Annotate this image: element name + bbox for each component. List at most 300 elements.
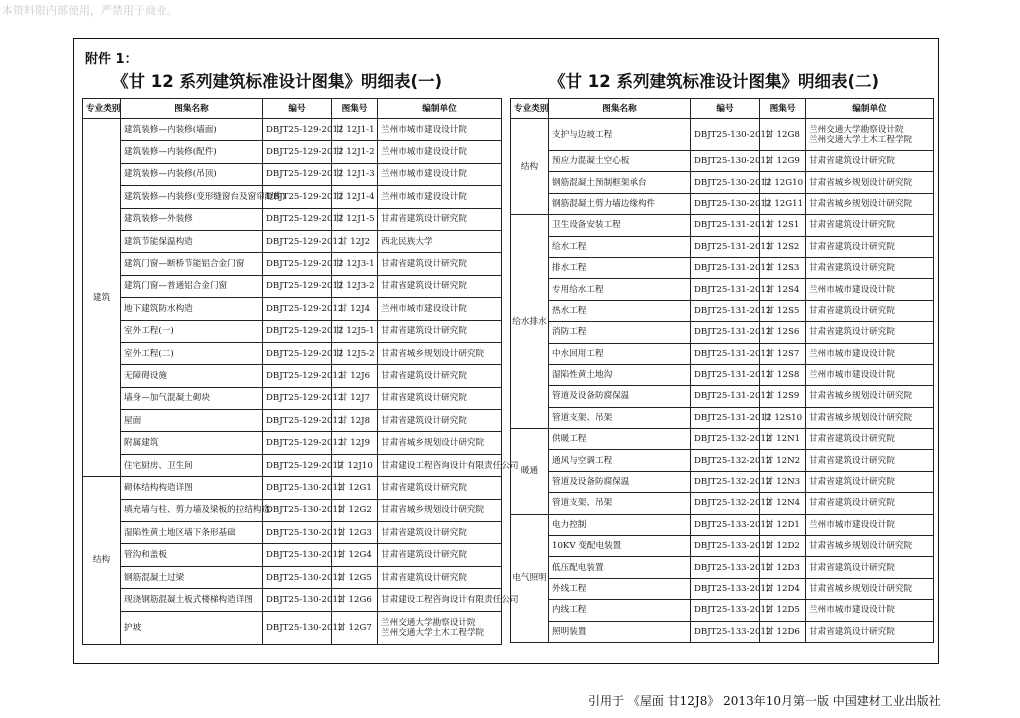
organization-name: 甘肃省城乡规划设计研究院 (809, 541, 913, 552)
organization-cell (806, 621, 934, 642)
code-cell: DBJT25-130-2012 (263, 544, 332, 566)
atlas-number-cell: 甘 12S4 (760, 279, 806, 300)
table-row (511, 578, 934, 599)
table-row (511, 236, 934, 257)
atlas-number-cell: 甘 12G4 (332, 544, 378, 566)
table-row (83, 544, 502, 566)
atlas-number-cell: 甘 12J10 (332, 454, 378, 476)
organization-name: 兰州交通大学土木工程学院 (809, 134, 913, 145)
table-row (511, 279, 934, 300)
table-row (83, 410, 502, 432)
organization-name: 兰州市城市建设设计院 (809, 348, 895, 359)
code-cell: DBJT25-130-2012 (263, 477, 332, 499)
code-cell: DBJT25-130-2012 (263, 611, 332, 644)
code-cell: DBJT25-129-2012 (263, 298, 332, 320)
organization-cell (378, 454, 519, 476)
atlas-number-cell: 甘 12J5-2 (332, 342, 378, 364)
table-row (511, 119, 934, 151)
organization-name: 甘肃省建筑设计研究院 (809, 241, 895, 252)
organization-name: 兰州市城市建设设计院 (381, 147, 467, 158)
atlas-name-cell: 照明装置 (549, 621, 691, 642)
organization-cell (378, 611, 502, 644)
table2 (510, 98, 934, 643)
code-cell: DBJT25-131-2012 (691, 300, 760, 321)
code-cell: DBJT25-130-2012 (263, 566, 332, 588)
code-cell: DBJT25-129-2012 (263, 454, 332, 476)
code-cell: DBJT25-129-2012 (263, 387, 332, 409)
atlas-name-cell: 砌体结构构造详图 (121, 477, 263, 499)
table2-title: 《甘 12 系列建筑标准设计图集》明细表(二) (549, 72, 880, 91)
organization-name: 兰州市城市建设设计院 (381, 303, 467, 314)
organization-name: 兰州市城市建设设计院 (809, 605, 895, 616)
atlas-name-cell: 10KV 变配电装置 (549, 536, 691, 557)
organization-name: 兰州市城市建设设计院 (809, 519, 895, 530)
organization-name: 甘肃省城乡规划设计研究院 (809, 584, 913, 594)
organization-cell (806, 450, 934, 471)
code-cell: DBJT25-130-2012 (691, 193, 760, 214)
atlas-number-cell: 甘 12D3 (760, 557, 806, 578)
table-row (511, 386, 934, 407)
atlas-number-cell: 甘 12D6 (760, 621, 806, 642)
code-cell: DBJT25-129-2012 (263, 230, 332, 252)
table1-header-row (83, 99, 502, 119)
table1-title: 《甘 12 系列建筑标准设计图集》明细表(一) (112, 72, 443, 91)
organization-cell (806, 193, 934, 214)
atlas-number-cell: 甘 12G7 (332, 611, 378, 644)
organization-cell (378, 186, 502, 208)
table-row (83, 275, 502, 297)
atlas-name-cell: 预应力混凝土空心板 (549, 151, 691, 172)
category-cell: 结构 (83, 477, 121, 644)
table-row (83, 589, 502, 611)
organization-cell (378, 387, 502, 409)
atlas-name-cell: 管道及设备防腐保温 (549, 386, 691, 407)
organization-cell (378, 477, 502, 499)
atlas-name-cell: 填充墙与柱、剪力墙及梁板的拉结构造 (121, 499, 263, 521)
organization-name: 兰州市城市建设设计院 (381, 169, 467, 180)
table-row (511, 471, 934, 492)
atlas-number-cell: 甘 12J1-5 (332, 208, 378, 230)
organization-name: 甘肃省建筑设计研究院 (809, 455, 895, 466)
table1 (82, 98, 519, 645)
organization-name: 甘肃建设工程咨询设计有限责任公司 (381, 594, 519, 605)
organization-name: 甘肃省建筑设计研究院 (381, 415, 467, 426)
table2-header-row (511, 99, 934, 119)
organization-name: 甘肃省城乡规划设计研究院 (809, 412, 913, 423)
organization-cell (806, 386, 934, 407)
atlas-number-cell: 甘 12S7 (760, 343, 806, 364)
atlas-number-cell: 甘 12S10 (760, 407, 806, 428)
atlas-number-cell: 甘 12G2 (332, 499, 378, 521)
table-row (511, 151, 934, 172)
atlas-name-cell: 建筑装修—内装修(吊顶) (121, 163, 263, 185)
atlas-name-cell: 屋面 (121, 410, 263, 432)
atlas-name-cell: 建筑装修—内装修(变形缝窗台及窗帘配件) (121, 186, 263, 208)
atlas-number-cell: 甘 12S5 (760, 300, 806, 321)
organization-name: 甘肃省城乡规划设计研究院 (809, 177, 913, 188)
code-cell: DBJT25-131-2012 (691, 322, 760, 343)
atlas-number-cell: 甘 12S1 (760, 215, 806, 236)
atlas-number-cell: 甘 12G8 (760, 119, 806, 151)
atlas-number-cell: 甘 12J1-1 (332, 119, 378, 141)
atlas-name-cell: 建筑装修—内装修(配件) (121, 141, 263, 163)
code-cell: DBJT25-131-2012 (691, 215, 760, 236)
table-row (83, 186, 502, 208)
column-header: 编号 (263, 99, 332, 119)
organization-cell (806, 119, 934, 151)
atlas-name-cell: 建筑节能保温构造 (121, 230, 263, 252)
organization-name: 兰州市城市建设设计院 (809, 370, 895, 381)
table-row (83, 499, 502, 521)
organization-name: 甘肃省建筑设计研究院 (809, 156, 895, 167)
table-row (511, 364, 934, 385)
atlas-number-cell: 甘 12J6 (332, 365, 378, 387)
organization-cell (806, 343, 934, 364)
organization-cell (806, 300, 934, 321)
organization-name: 甘肃省建筑设计研究院 (809, 263, 895, 274)
code-cell: DBJT25-129-2012 (263, 163, 332, 185)
organization-name: 兰州市城市建设设计院 (381, 124, 467, 135)
table-row (83, 387, 502, 409)
column-header: 专业类别 (83, 99, 121, 119)
organization-cell (378, 342, 502, 364)
organization-name: 甘肃省建筑设计研究院 (809, 498, 895, 509)
atlas-number-cell: 甘 12J3-1 (332, 253, 378, 275)
atlas-number-cell: 甘 12N4 (760, 493, 806, 514)
organization-name: 甘肃省建筑设计研究院 (381, 572, 467, 583)
atlas-number-cell: 甘 12G11 (760, 193, 806, 214)
atlas-name-cell: 湿陷性黄土地沟 (549, 364, 691, 385)
code-cell: DBJT25-133-2012 (691, 600, 760, 621)
table-row (83, 342, 502, 364)
atlas-number-cell: 甘 12J1-4 (332, 186, 378, 208)
organization-cell (378, 365, 502, 387)
organization-name: 甘肃省建筑设计研究院 (381, 281, 467, 292)
organization-cell (806, 172, 934, 193)
organization-name: 甘肃省建筑设计研究院 (809, 562, 895, 573)
organization-name: 甘肃省建筑设计研究院 (809, 434, 895, 445)
organization-cell (806, 279, 934, 300)
atlas-number-cell: 甘 12G3 (332, 522, 378, 544)
organization-name: 甘肃省建筑设计研究院 (809, 220, 895, 231)
atlas-name-cell: 室外工程(二) (121, 342, 263, 364)
table-row (511, 322, 934, 343)
organization-cell (378, 208, 502, 230)
organization-name: 兰州市城市建设设计院 (381, 191, 467, 202)
organization-cell (378, 566, 502, 588)
atlas-number-cell: 甘 12S2 (760, 236, 806, 257)
table-row (83, 477, 502, 499)
organization-name: 甘肃省建筑设计研究院 (809, 626, 895, 637)
table-row (511, 514, 934, 535)
table-row (83, 119, 502, 141)
organization-cell (378, 298, 502, 320)
organization-name: 兰州交通大学勘察设计院 (809, 124, 904, 135)
table-row (511, 600, 934, 621)
annex-label: 附件 1： (85, 52, 138, 67)
organization-cell (806, 493, 934, 514)
atlas-number-cell: 甘 12J4 (332, 298, 378, 320)
atlas-name-cell: 现浇钢筋混凝土板式楼梯构造详图 (121, 589, 263, 611)
organization-cell (378, 275, 502, 297)
atlas-number-cell: 甘 12J8 (332, 410, 378, 432)
organization-cell (378, 522, 502, 544)
atlas-name-cell: 管沟和盖板 (121, 544, 263, 566)
code-cell: DBJT25-129-2012 (263, 186, 332, 208)
organization-cell (806, 600, 934, 621)
atlas-number-cell: 甘 12N2 (760, 450, 806, 471)
column-header: 图集名称 (121, 99, 263, 119)
atlas-name-cell: 附属建筑 (121, 432, 263, 454)
atlas-number-cell: 甘 12G5 (332, 566, 378, 588)
organization-cell (806, 578, 934, 599)
organization-name: 甘肃省建筑设计研究院 (381, 482, 467, 493)
code-cell: DBJT25-133-2012 (691, 514, 760, 535)
organization-name: 甘肃省建筑设计研究院 (381, 550, 467, 561)
table-row (511, 172, 934, 193)
code-cell: DBJT25-131-2012 (691, 386, 760, 407)
category-cell: 结构 (511, 119, 549, 215)
table-row (511, 193, 934, 214)
organization-cell (378, 544, 502, 566)
organization-name: 甘肃省城乡规划设计研究院 (381, 505, 485, 516)
organization-name: 甘肃建设工程咨询设计有限责任公司 (381, 460, 519, 471)
atlas-name-cell: 护坡 (121, 611, 263, 644)
table-row (83, 163, 502, 185)
atlas-number-cell: 甘 12D1 (760, 514, 806, 535)
category-cell: 电气照明 (511, 514, 549, 642)
atlas-name-cell: 建筑装修—外装修 (121, 208, 263, 230)
organization-cell (806, 364, 934, 385)
organization-name: 甘肃省建筑设计研究院 (381, 370, 467, 381)
atlas-name-cell: 中水回用工程 (549, 343, 691, 364)
organization-cell (806, 471, 934, 492)
code-cell: DBJT25-129-2012 (263, 342, 332, 364)
atlas-number-cell: 甘 12D2 (760, 536, 806, 557)
code-cell: DBJT25-131-2012 (691, 279, 760, 300)
atlas-name-cell: 湿陷性黄土地区墙下条形基础 (121, 522, 263, 544)
table-row (83, 522, 502, 544)
atlas-number-cell: 甘 12J2 (332, 230, 378, 252)
code-cell: DBJT25-131-2012 (691, 407, 760, 428)
code-cell: DBJT25-132-2012 (691, 493, 760, 514)
code-cell: DBJT25-133-2012 (691, 621, 760, 642)
atlas-name-cell: 墙身—加气混凝土砌块 (121, 387, 263, 409)
table-row (83, 432, 502, 454)
organization-name: 甘肃省城乡规划设计研究院 (809, 198, 913, 209)
atlas-number-cell: 甘 12N1 (760, 429, 806, 450)
atlas-number-cell: 甘 12G1 (332, 477, 378, 499)
atlas-name-cell: 低压配电装置 (549, 557, 691, 578)
atlas-number-cell: 甘 12J3-2 (332, 275, 378, 297)
organization-name: 西北民族大学 (381, 236, 433, 247)
code-cell: DBJT25-130-2012 (263, 589, 332, 611)
code-cell: DBJT25-130-2012 (263, 499, 332, 521)
code-cell: DBJT25-129-2012 (263, 208, 332, 230)
column-header: 图集名称 (549, 99, 691, 119)
atlas-number-cell: 甘 12J1-2 (332, 141, 378, 163)
atlas-name-cell: 热水工程 (549, 300, 691, 321)
table-row (83, 298, 502, 320)
code-cell: DBJT25-129-2012 (263, 410, 332, 432)
atlas-name-cell: 排水工程 (549, 257, 691, 278)
atlas-number-cell: 甘 12S6 (760, 322, 806, 343)
atlas-number-cell: 甘 12J7 (332, 387, 378, 409)
category-cell: 给水排水 (511, 215, 549, 429)
code-cell: DBJT25-133-2012 (691, 536, 760, 557)
organization-cell (806, 429, 934, 450)
code-cell: DBJT25-132-2012 (691, 450, 760, 471)
organization-name: 甘肃省建筑设计研究院 (381, 527, 467, 538)
table-row (83, 566, 502, 588)
column-header: 编号 (691, 99, 760, 119)
atlas-name-cell: 专用给水工程 (549, 279, 691, 300)
code-cell: DBJT25-131-2012 (691, 236, 760, 257)
atlas-name-cell: 住宅厨房、卫生间 (121, 454, 263, 476)
atlas-name-cell: 无障碍设施 (121, 365, 263, 387)
organization-cell (806, 557, 934, 578)
organization-cell (378, 163, 502, 185)
column-header: 编制单位 (378, 99, 502, 119)
column-header: 专业类别 (511, 99, 549, 119)
organization-name: 甘肃省建筑设计研究院 (381, 259, 467, 270)
table-row (83, 454, 502, 476)
atlas-name-cell: 建筑门窗—断桥节能铝合金门窗 (121, 253, 263, 275)
table-row (511, 557, 934, 578)
atlas-name-cell: 支护与边坡工程 (549, 119, 691, 151)
organization-name: 甘肃省建筑设计研究院 (381, 326, 467, 337)
code-cell: DBJT25-131-2012 (691, 343, 760, 364)
organization-cell (806, 536, 934, 557)
atlas-number-cell: 甘 12G10 (760, 172, 806, 193)
table-row (511, 407, 934, 428)
organization-name: 甘肃省建筑设计研究院 (381, 393, 467, 404)
organization-cell (378, 320, 502, 342)
code-cell: DBJT25-129-2012 (263, 119, 332, 141)
atlas-name-cell: 通风与空调工程 (549, 450, 691, 471)
atlas-number-cell: 甘 12J5-1 (332, 320, 378, 342)
code-cell: DBJT25-129-2012 (263, 275, 332, 297)
organization-cell (378, 499, 502, 521)
organization-cell (378, 432, 502, 454)
organization-name: 甘肃省城乡规划设计研究院 (809, 391, 913, 402)
table-row (83, 253, 502, 275)
table-row (511, 215, 934, 236)
atlas-name-cell: 管道及设备防腐保温 (549, 471, 691, 492)
code-cell: DBJT25-132-2012 (691, 429, 760, 450)
category-cell: 暖通 (511, 429, 549, 515)
atlas-name-cell: 建筑装修—内装修(墙面) (121, 119, 263, 141)
code-cell: DBJT25-131-2012 (691, 364, 760, 385)
atlas-name-cell: 室外工程(一) (121, 320, 263, 342)
category-cell: 建筑 (83, 119, 121, 477)
organization-name: 甘肃省建筑设计研究院 (809, 477, 895, 488)
atlas-number-cell: 甘 12J9 (332, 432, 378, 454)
code-cell: DBJT25-133-2012 (691, 557, 760, 578)
atlas-name-cell: 给水工程 (549, 236, 691, 257)
atlas-name-cell: 卫生设备安装工程 (549, 215, 691, 236)
code-cell: DBJT25-129-2012 (263, 432, 332, 454)
organization-name: 兰州交通大学土木工程学院 (381, 627, 485, 638)
atlas-number-cell: 甘 12S3 (760, 257, 806, 278)
organization-cell (378, 119, 502, 141)
table-row (83, 208, 502, 230)
table-row (83, 611, 502, 644)
table-row (511, 621, 934, 642)
watermark-text: 本资料限内部使用，严禁用于商业。 (2, 4, 178, 17)
organization-name: 甘肃省建筑设计研究院 (809, 327, 895, 338)
code-cell: DBJT25-131-2012 (691, 257, 760, 278)
code-cell: DBJT25-133-2012 (691, 578, 760, 599)
atlas-name-cell: 外线工程 (549, 578, 691, 599)
organization-cell (806, 322, 934, 343)
atlas-name-cell: 管道支架、吊架 (549, 407, 691, 428)
organization-cell (806, 151, 934, 172)
table-row (83, 230, 502, 252)
code-cell: DBJT25-130-2012 (691, 172, 760, 193)
atlas-number-cell: 甘 12J1-3 (332, 163, 378, 185)
atlas-name-cell: 钢筋混凝土剪力墙边缘构件 (549, 193, 691, 214)
organization-name: 兰州市城市建设设计院 (809, 284, 895, 295)
table-row (511, 536, 934, 557)
organization-cell (806, 407, 934, 428)
organization-cell (378, 589, 519, 611)
code-cell: DBJT25-129-2012 (263, 253, 332, 275)
table-row (511, 450, 934, 471)
code-cell: DBJT25-129-2012 (263, 320, 332, 342)
code-cell: DBJT25-130-2012 (691, 151, 760, 172)
table-row (83, 365, 502, 387)
organization-cell (378, 410, 502, 432)
organization-cell (806, 236, 934, 257)
atlas-name-cell: 钢筋混凝土预制框架承台 (549, 172, 691, 193)
atlas-number-cell: 甘 12G9 (760, 151, 806, 172)
column-header: 图集号 (332, 99, 378, 119)
code-cell: DBJT25-129-2012 (263, 365, 332, 387)
organization-name: 甘肃省城乡规划设计研究院 (381, 348, 485, 359)
organization-name: 甘肃省城乡规划设计研究院 (381, 438, 485, 449)
organization-cell (806, 257, 934, 278)
atlas-number-cell: 甘 12D5 (760, 600, 806, 621)
organization-cell (378, 141, 502, 163)
table-row (511, 493, 934, 514)
code-cell: DBJT25-130-2012 (263, 522, 332, 544)
code-cell: DBJT25-132-2012 (691, 471, 760, 492)
atlas-name-cell: 消防工程 (549, 322, 691, 343)
table-row (511, 300, 934, 321)
table-row (511, 257, 934, 278)
atlas-name-cell: 供暖工程 (549, 429, 691, 450)
atlas-number-cell: 甘 12S8 (760, 364, 806, 385)
table-row (511, 343, 934, 364)
table-row (511, 429, 934, 450)
atlas-name-cell: 地下建筑防水构造 (121, 298, 263, 320)
atlas-name-cell: 管道支架、吊架 (549, 493, 691, 514)
organization-cell (378, 230, 502, 252)
organization-name: 甘肃省建筑设计研究院 (809, 305, 895, 316)
organization-cell (806, 514, 934, 535)
atlas-name-cell: 电力控制 (549, 514, 691, 535)
column-header: 编制单位 (806, 99, 934, 119)
atlas-name-cell: 钢筋混凝土过梁 (121, 566, 263, 588)
organization-cell (806, 215, 934, 236)
atlas-name-cell: 建筑门窗—普通铝合金门窗 (121, 275, 263, 297)
citation-text: 引用于 《屋面 甘12J8》 2013年10月第一版 中国建材工业出版社 (588, 694, 941, 708)
table-row (83, 141, 502, 163)
table-row (83, 320, 502, 342)
atlas-number-cell: 甘 12N3 (760, 471, 806, 492)
organization-name: 兰州交通大学勘察设计院 (381, 617, 476, 628)
